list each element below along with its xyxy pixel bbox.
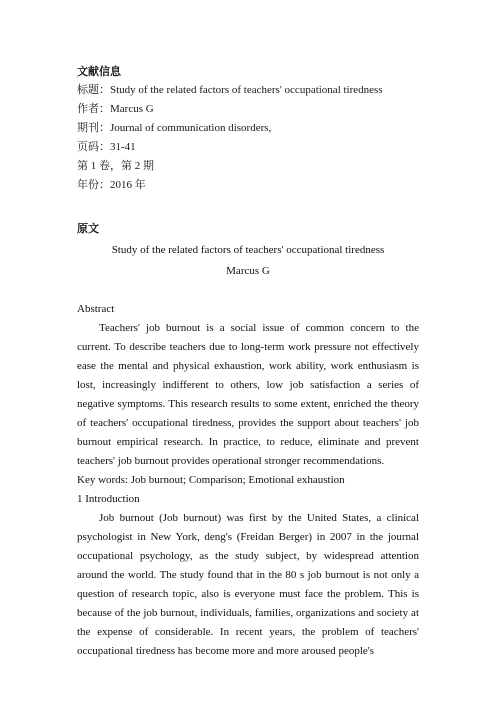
meta-year-label: 年份： [77,179,110,191]
meta-author-value: Marcus G [110,103,154,115]
meta-journal-row [77,119,417,138]
literature-info [77,62,417,195]
meta-pages-value: 31-41 [110,141,136,153]
meta-pages-row [77,138,417,157]
meta-title-row [77,81,417,100]
meta-journal-label: 期刊： [77,122,110,134]
meta-pages-label: 页码： [77,141,110,153]
abstract-text: Teachers' job burnout is a social issue of common concern to the current. To describe teachers due to long-term work pressure not effectively ease the mental and physical exhaustion, work ability, work enthusiasm is lost, increasingly indifferent to others, low job satisfaction a series of negative symptoms. This research results to some extent, enriched the theory of teachers' occupational tiredness, provides the support about teachers' job burnout empirical research. In practice, to reduce, eliminate and prevent teachers' job burnout provides operational stronger recommendations. [77,322,419,467]
meta-year-row [77,176,417,195]
original-section-heading: 原文 [77,222,99,235]
meta-volume-issue: 第 1 卷，第 2 期 [77,160,154,172]
paper-body [77,300,419,661]
meta-year-value: 2016 年 [110,179,146,191]
meta-author-label: 作者： [77,103,110,115]
literature-info-heading: 文献信息 [77,65,121,78]
abstract-label: Abstract [77,303,115,315]
intro-heading: 1 Introduction [77,493,140,505]
meta-title-label: 标题： [77,84,110,96]
meta-author-row [77,100,417,119]
keywords: Key words: Job burnout; Comparison; Emotional exhaustion [77,474,345,486]
intro-text: Job burnout (Job burnout) was first by the United States, a clinical psychologist in New York, deng's (Freidan Berger) in 2007 in the journal occupational psychology, as the study subject, by widespread attention around the world. The study found that in the 80 s job burnout is not only a question of research topic, also is everyone must face the problem. This is because of the job burnout, individuals, families, organizations and society at the expense of considerable. In recent years, the problem of teachers' occupational tiredness has become more and more aroused people's [77,512,419,657]
paper-author: Marcus G [226,265,270,277]
meta-journal-value: Journal of communication disorders, [110,122,272,134]
paper-title: Study of the related factors of teachers' occupational tiredness [111,244,385,256]
meta-title-value: Study of the related factors of teachers' occupational tiredness [110,84,383,96]
